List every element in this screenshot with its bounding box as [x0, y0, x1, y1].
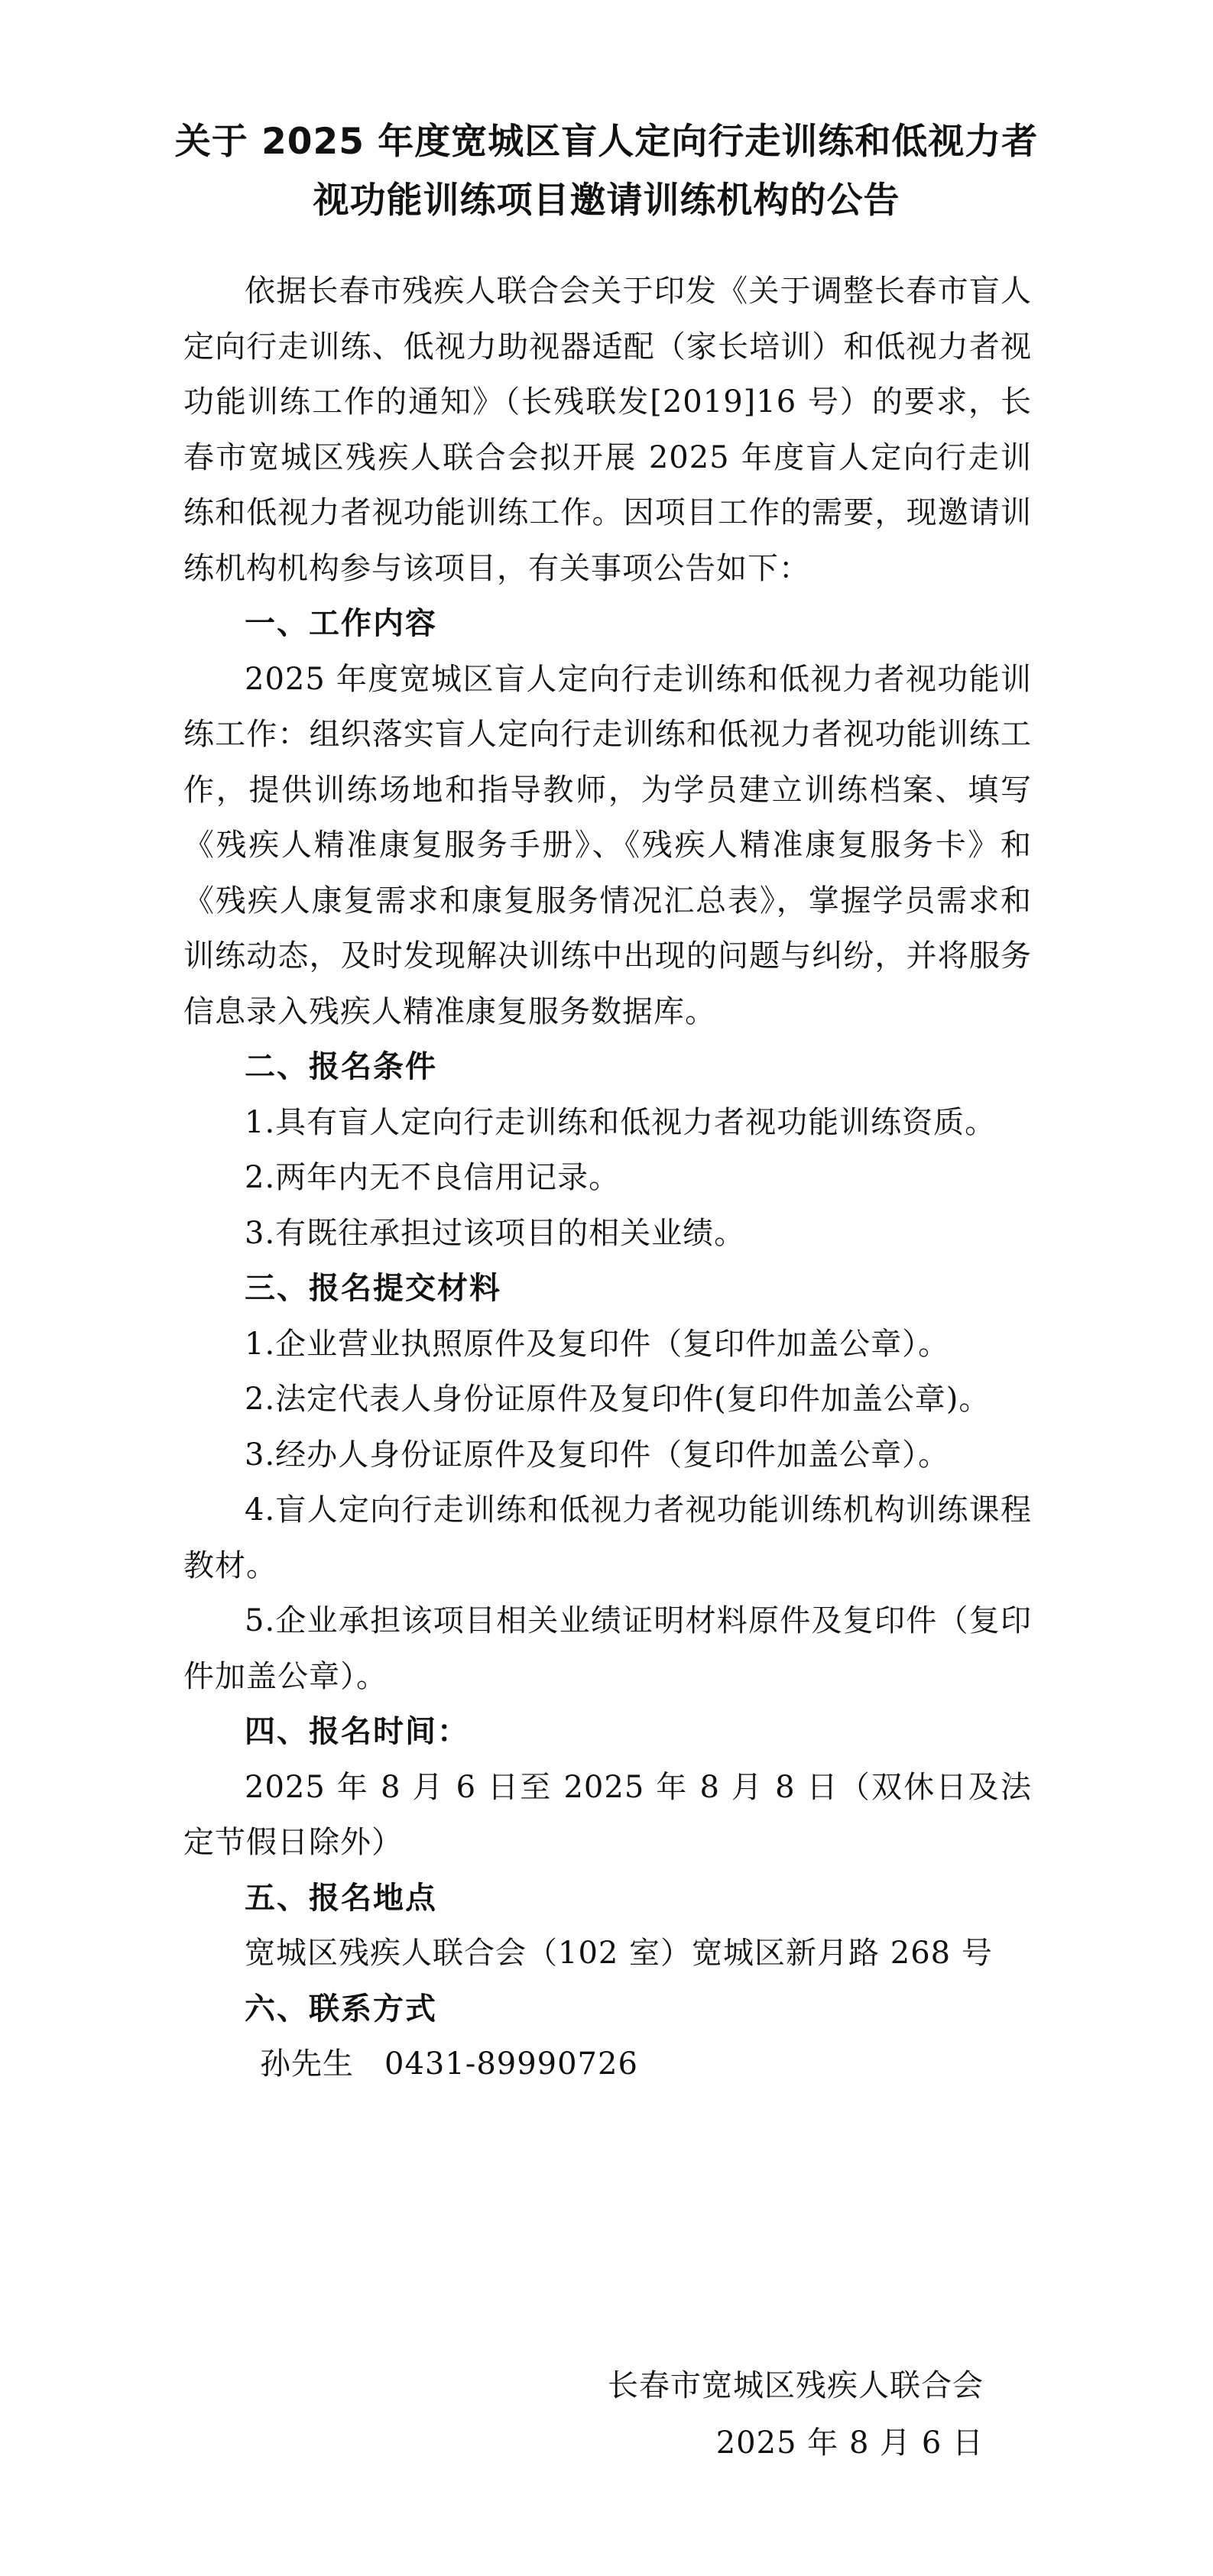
signature-organization: 长春市宽城区残疾人联合会 — [608, 2368, 984, 2403]
section-6-heading: 六、联系方式 — [245, 1991, 437, 2027]
document-title-line-1: 关于 2025 年度宽城区盲人定向行走训练和低视力者 — [174, 121, 1039, 163]
contact-phone: 0431-89990726 — [384, 2046, 638, 2082]
section-5-heading: 五、报名地点 — [245, 1880, 437, 1916]
section-3-item-1: 1.企业营业执照原件及复印件（复印件加盖公章）。 — [245, 1326, 950, 1362]
document-title-line-2: 视功能训练项目邀请训练机构的公告 — [313, 180, 900, 222]
section-1-text: 2025 年度宽城区盲人定向行走训练和低视力者视功能训练工作：组织落实盲人定向行走训练和低视力者视功能训练工作，提供训练场地和指导教师，为学员建立训练档案、填写《残疾人精准康复服务手册》、《残疾人精准康复服务卡》和《残疾人康复需求和康复服务情况汇总表》，掌握学员需求和训练动态，及时发现解决训练中出现的问题与纠纷，并将服务信息录入残疾人精准康复服务数据库。 — [183, 661, 1032, 1029]
document-body — [183, 264, 1032, 2092]
section-2-item-3: 3.有既往承担过该项目的相关业绩。 — [245, 1215, 746, 1251]
section-3-heading: 三、报名提交材料 — [245, 1271, 501, 1306]
section-3-item-5: 5.企业承担该项目相关业绩证明材料原件及复印件（复印件加盖公章）。 — [183, 1603, 1032, 1694]
section-3-item-3: 3.经办人身份证原件及复印件（复印件加盖公章）。 — [245, 1437, 950, 1473]
section-2-item-1: 1.具有盲人定向行走训练和低视力者视功能训练资质。 — [245, 1104, 997, 1140]
section-2-item-2: 2.两年内无不良信用记录。 — [245, 1160, 621, 1195]
section-3-item-4: 4.盲人定向行走训练和低视力者视功能训练机构训练课程教材。 — [183, 1492, 1032, 1583]
section-5-text: 宽城区残疾人联合会（102 室）宽城区新月路 268 号 — [245, 1936, 993, 1971]
section-4-text: 2025 年 8 月 6 日至 2025 年 8 月 8 日（双休日及法定节假日除外） — [183, 1769, 1032, 1860]
section-2-heading: 二、报名条件 — [245, 1049, 437, 1084]
intro-paragraph: 依据长春市残疾人联合会关于印发《关于调整长春市盲人定向行走训练、低视力助视器适配（家长培训）和低视力者视功能训练工作的通知》（长残联发[2019]16 号）的要求，长春市宽城区残疾人联合会拟开展 2025 年度盲人定向行走训练和低视力者视功能训练工作。因项目工作的需要，现邀请训练机构机构参与该项目，有关事项公告如下： — [183, 274, 1032, 586]
section-4-heading: 四、报名时间： — [245, 1714, 469, 1749]
contact-name: 孙先生 — [260, 2046, 354, 2082]
signature-date: 2025 年 8 月 6 日 — [715, 2425, 984, 2461]
section-1-heading: 一、工作内容 — [245, 606, 437, 641]
section-3-item-2: 2.法定代表人身份证原件及复印件(复印件加盖公章)。 — [245, 1382, 991, 1417]
contact-line — [183, 2036, 1032, 2092]
